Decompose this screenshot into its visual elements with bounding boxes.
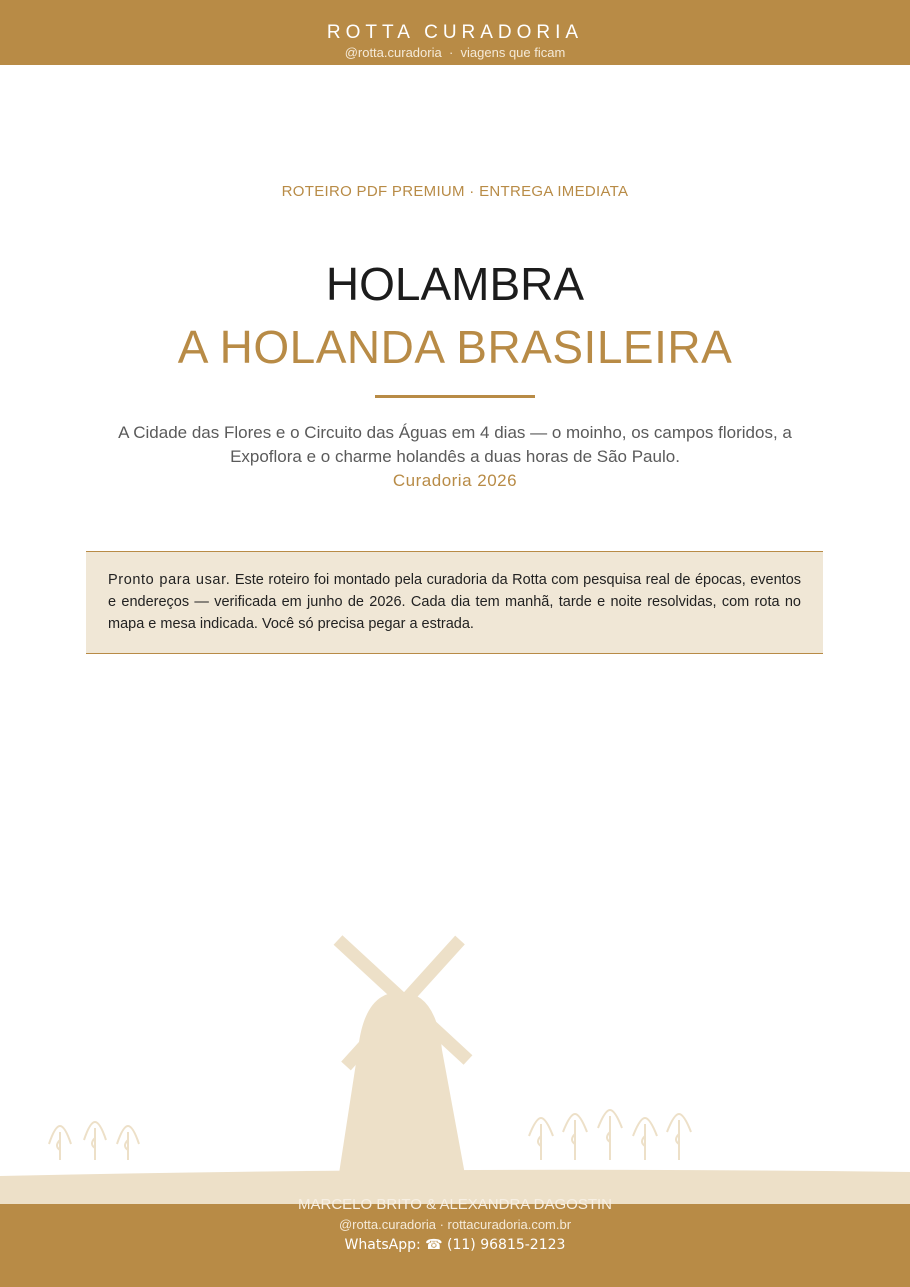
landscape-illustration [0, 930, 910, 1210]
footer-authors: MARCELO BRITO & ALEXANDRA DAGOSTIN [298, 1196, 612, 1213]
cover-subtitle: A HOLANDA BRASILEIRA [177, 321, 733, 373]
windmill-icon [338, 940, 468, 1180]
intro-callout [86, 551, 823, 654]
callout-text [108, 569, 801, 635]
callout-body: Este roteiro foi montado pela curadoria da Rotta com pesquisa real de épocas, eventos e endereços — verificada em junho de 2026. Cada dia tem manhã, tarde e noite resolvidas, com rota no mapa e mesa indicada. Você só precisa pegar a estrada. [108, 572, 802, 632]
brand-name: ROTTA CURADORIA [326, 22, 584, 43]
cover-kicker: ROTEIRO PDF PREMIUM · ENTREGA IMEDIATA [281, 183, 629, 200]
footer-contact: @rotta.curadoria · rottacuradoria.com.br [338, 1217, 572, 1232]
callout-lead: Pronto para usar. [108, 572, 231, 588]
cover-title: HOLAMBRA [325, 258, 585, 310]
brand-subline [0, 45, 910, 60]
brand-handle: @rotta.curadoria [344, 45, 442, 60]
footer-whatsapp: WhatsApp: ☎ (11) 96815-2123 [344, 1237, 566, 1253]
curadoria-year: Curadoria 2026 [392, 471, 518, 490]
title-divider [375, 395, 535, 398]
cover-description: A Cidade das Flores e o Circuito das Águas em 4 dias — o moinho, os campos floridos, a Expoflora e o charme holandês a duas horas de São Paulo. [118, 423, 792, 466]
brand-separator: · [448, 45, 454, 60]
brand-tagline: viagens que ficam [460, 45, 566, 60]
header-bar [0, 0, 910, 65]
footer-bar [0, 1196, 910, 1287]
